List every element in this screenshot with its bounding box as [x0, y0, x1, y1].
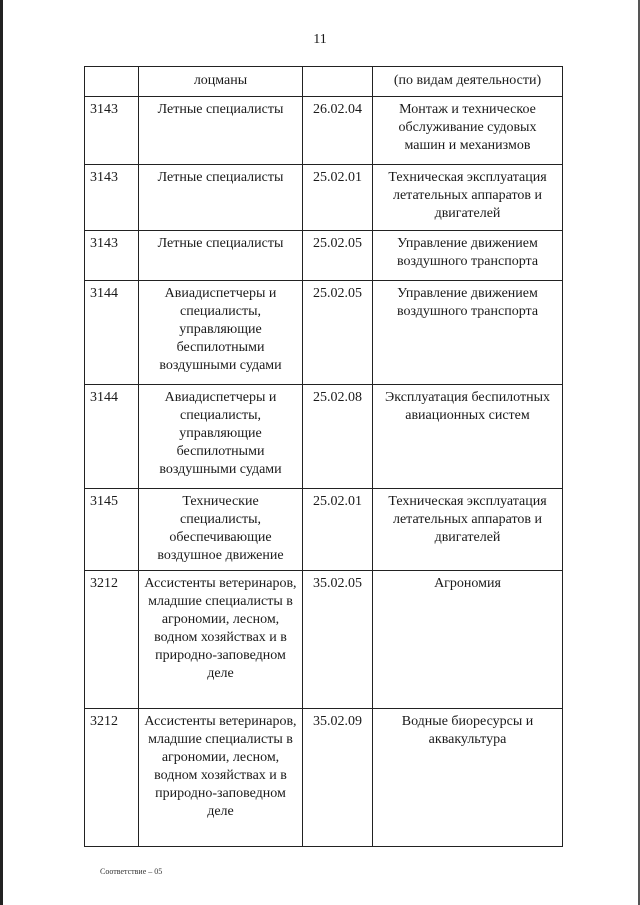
specialty-code-cell: 26.02.04 [303, 97, 373, 165]
occupation-cell: Ассистенты ветеринаров, младшие специалисты в агрономии, лесном, водном хозяйствах и в природно-заповедном деле [139, 709, 303, 847]
code-cell: 3144 [85, 281, 139, 385]
header-profession-cell: (по видам деятельности) [373, 67, 563, 97]
specialty-code-cell: 25.02.01 [303, 489, 373, 571]
table-row [85, 165, 563, 231]
code-cell: 3144 [85, 385, 139, 489]
code-cell: 3212 [85, 571, 139, 709]
header-name-cell: лоцманы [139, 67, 303, 97]
table-header-row [85, 67, 563, 97]
profession-cell: Эксплуатация беспилотных авиационных систем [373, 385, 563, 489]
code-cell: 3145 [85, 489, 139, 571]
header-spec-cell [303, 67, 373, 97]
occupation-cell: Технические специалисты, обеспечивающие воздушное движение [139, 489, 303, 571]
data-table [84, 66, 563, 847]
page-number: 11 [313, 32, 327, 47]
specialty-code-cell: 25.02.05 [303, 281, 373, 385]
table-row [85, 385, 563, 489]
profession-cell: Управление движением воздушного транспорта [373, 281, 563, 385]
code-cell: 3143 [85, 231, 139, 281]
profession-cell: Управление движением воздушного транспорта [373, 231, 563, 281]
table-row [85, 281, 563, 385]
occupation-cell: Летные специалисты [139, 97, 303, 165]
occupation-cell: Летные специалисты [139, 165, 303, 231]
specialty-code-cell: 25.02.05 [303, 231, 373, 281]
code-cell: 3143 [85, 165, 139, 231]
specialty-code-cell: 25.02.08 [303, 385, 373, 489]
occupation-cell: Авиадиспетчеры и специалисты, управляющие беспилотными воздушными судами [139, 385, 303, 489]
occupation-cell: Ассистенты ветеринаров, младшие специалисты в агрономии, лесном, водном хозяйствах и в природно-заповедном деле [139, 571, 303, 709]
code-cell: 3143 [85, 97, 139, 165]
code-cell: 3212 [85, 709, 139, 847]
footer-note: Соответствие – 05 [100, 867, 163, 876]
occupation-cell: Авиадиспетчеры и специалисты, управляющие беспилотными воздушными судами [139, 281, 303, 385]
table-row [85, 489, 563, 571]
header-code-cell [85, 67, 139, 97]
table-row [85, 231, 563, 281]
specialty-code-cell: 25.02.01 [303, 165, 373, 231]
specialty-code-cell: 35.02.05 [303, 571, 373, 709]
occupation-cell: Летные специалисты [139, 231, 303, 281]
profession-cell: Техническая эксплуатация летательных аппаратов и двигателей [373, 489, 563, 571]
table-row [85, 709, 563, 847]
specialty-code-cell: 35.02.09 [303, 709, 373, 847]
profession-cell: Агрономия [373, 571, 563, 709]
table-row [85, 571, 563, 709]
profession-cell: Монтаж и техническое обслуживание судовых машин и механизмов [373, 97, 563, 165]
profession-cell: Техническая эксплуатация летательных аппаратов и двигателей [373, 165, 563, 231]
profession-cell: Водные биоресурсы и аквакультура [373, 709, 563, 847]
table-row [85, 97, 563, 165]
